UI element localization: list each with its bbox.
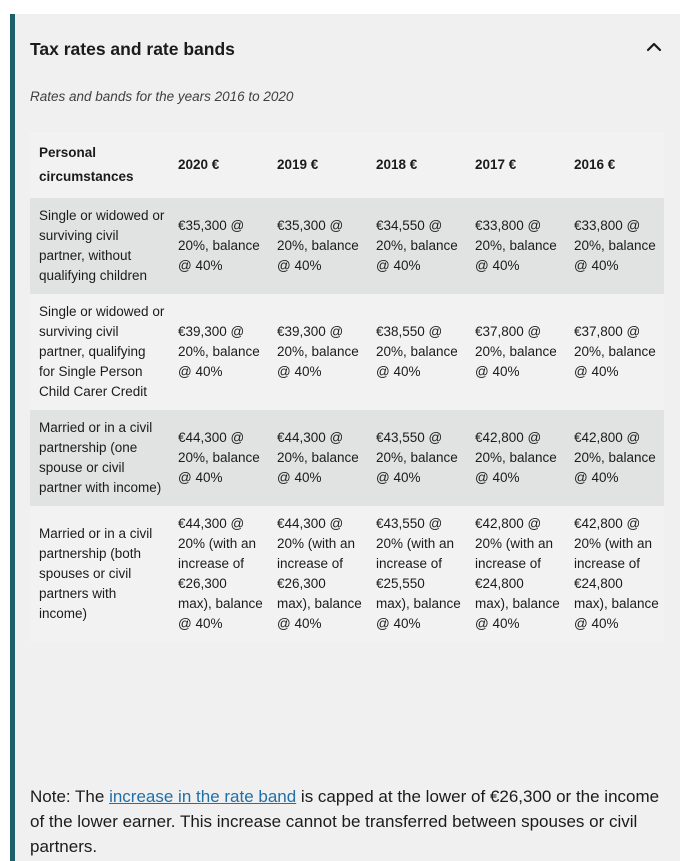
note-paragraph bbox=[30, 784, 660, 859]
table-cell: €38,550 @ 20%, balance @ 40% bbox=[376, 324, 458, 379]
table-cell-circumstance: Married or in a civil partnership (one spouse or civil partner with income) bbox=[39, 420, 162, 495]
table-cell: €43,550 @ 20%, balance @ 40% bbox=[376, 430, 458, 485]
table-cell: €42,800 @ 20%, balance @ 40% bbox=[574, 430, 656, 485]
table-row bbox=[30, 506, 664, 642]
table-cell: €42,800 @ 20% (with an increase of €24,800 max), balance @ 40% bbox=[475, 516, 560, 631]
tax-rates-panel bbox=[10, 14, 680, 861]
table-cell: €39,300 @ 20%, balance @ 40% bbox=[178, 324, 260, 379]
column-header: Personal circumstances bbox=[39, 145, 134, 184]
table-row bbox=[30, 410, 664, 506]
chevron-up-icon[interactable] bbox=[646, 39, 662, 55]
table-cell-circumstance: Single or widowed or surviving civil partner, without qualifying children bbox=[39, 208, 165, 283]
table-cell: €37,800 @ 20%, balance @ 40% bbox=[574, 324, 656, 379]
table-cell: €42,800 @ 20%, balance @ 40% bbox=[475, 430, 557, 485]
accordion-header[interactable] bbox=[15, 14, 680, 82]
table-cell: €33,800 @ 20%, balance @ 40% bbox=[574, 218, 656, 273]
tax-rates-table bbox=[30, 132, 664, 642]
column-header: 2016 € bbox=[574, 157, 616, 172]
table-header-row bbox=[30, 132, 664, 198]
table-cell: €37,800 @ 20%, balance @ 40% bbox=[475, 324, 557, 379]
table-cell: €34,550 @ 20%, balance @ 40% bbox=[376, 218, 458, 273]
note-suffix: is capped at the lower of €26,300 or the income of the lower earner. This increase cannot be transferred between spouses or civil partners. bbox=[30, 787, 660, 856]
table-cell: €43,550 @ 20% (with an increase of €25,550 max), balance @ 40% bbox=[376, 516, 461, 631]
table-cell-circumstance: Single or widowed or surviving civil partner, qualifying for Single Person Child Carer Credit bbox=[39, 304, 165, 399]
table-cell: €44,300 @ 20% (with an increase of €26,300 max), balance @ 40% bbox=[178, 516, 263, 631]
rate-band-increase-link[interactable]: increase in the rate band bbox=[109, 787, 297, 806]
section-subtitle: Rates and bands for the years 2016 to 2020 bbox=[30, 89, 294, 104]
table-cell: €39,300 @ 20%, balance @ 40% bbox=[277, 324, 359, 379]
column-header: 2019 € bbox=[277, 157, 319, 172]
column-header: 2020 € bbox=[178, 157, 220, 172]
table-cell: €42,800 @ 20% (with an increase of €24,800 max), balance @ 40% bbox=[574, 516, 659, 631]
table-cell: €44,300 @ 20%, balance @ 40% bbox=[178, 430, 260, 485]
column-header: 2018 € bbox=[376, 157, 418, 172]
table-cell: €35,300 @ 20%, balance @ 40% bbox=[277, 218, 359, 273]
table-row bbox=[30, 294, 664, 410]
table-cell: €44,300 @ 20%, balance @ 40% bbox=[277, 430, 359, 485]
table-row bbox=[30, 198, 664, 294]
table-cell: €35,300 @ 20%, balance @ 40% bbox=[178, 218, 260, 273]
section-title: Tax rates and rate bands bbox=[30, 39, 235, 59]
note-prefix: Note: The bbox=[30, 787, 110, 806]
table-cell: €33,800 @ 20%, balance @ 40% bbox=[475, 218, 557, 273]
table-cell-circumstance: Married or in a civil partnership (both spouses or civil partners with income) bbox=[39, 526, 153, 621]
column-header: 2017 € bbox=[475, 157, 517, 172]
table-cell: €44,300 @ 20% (with an increase of €26,300 max), balance @ 40% bbox=[277, 516, 362, 631]
